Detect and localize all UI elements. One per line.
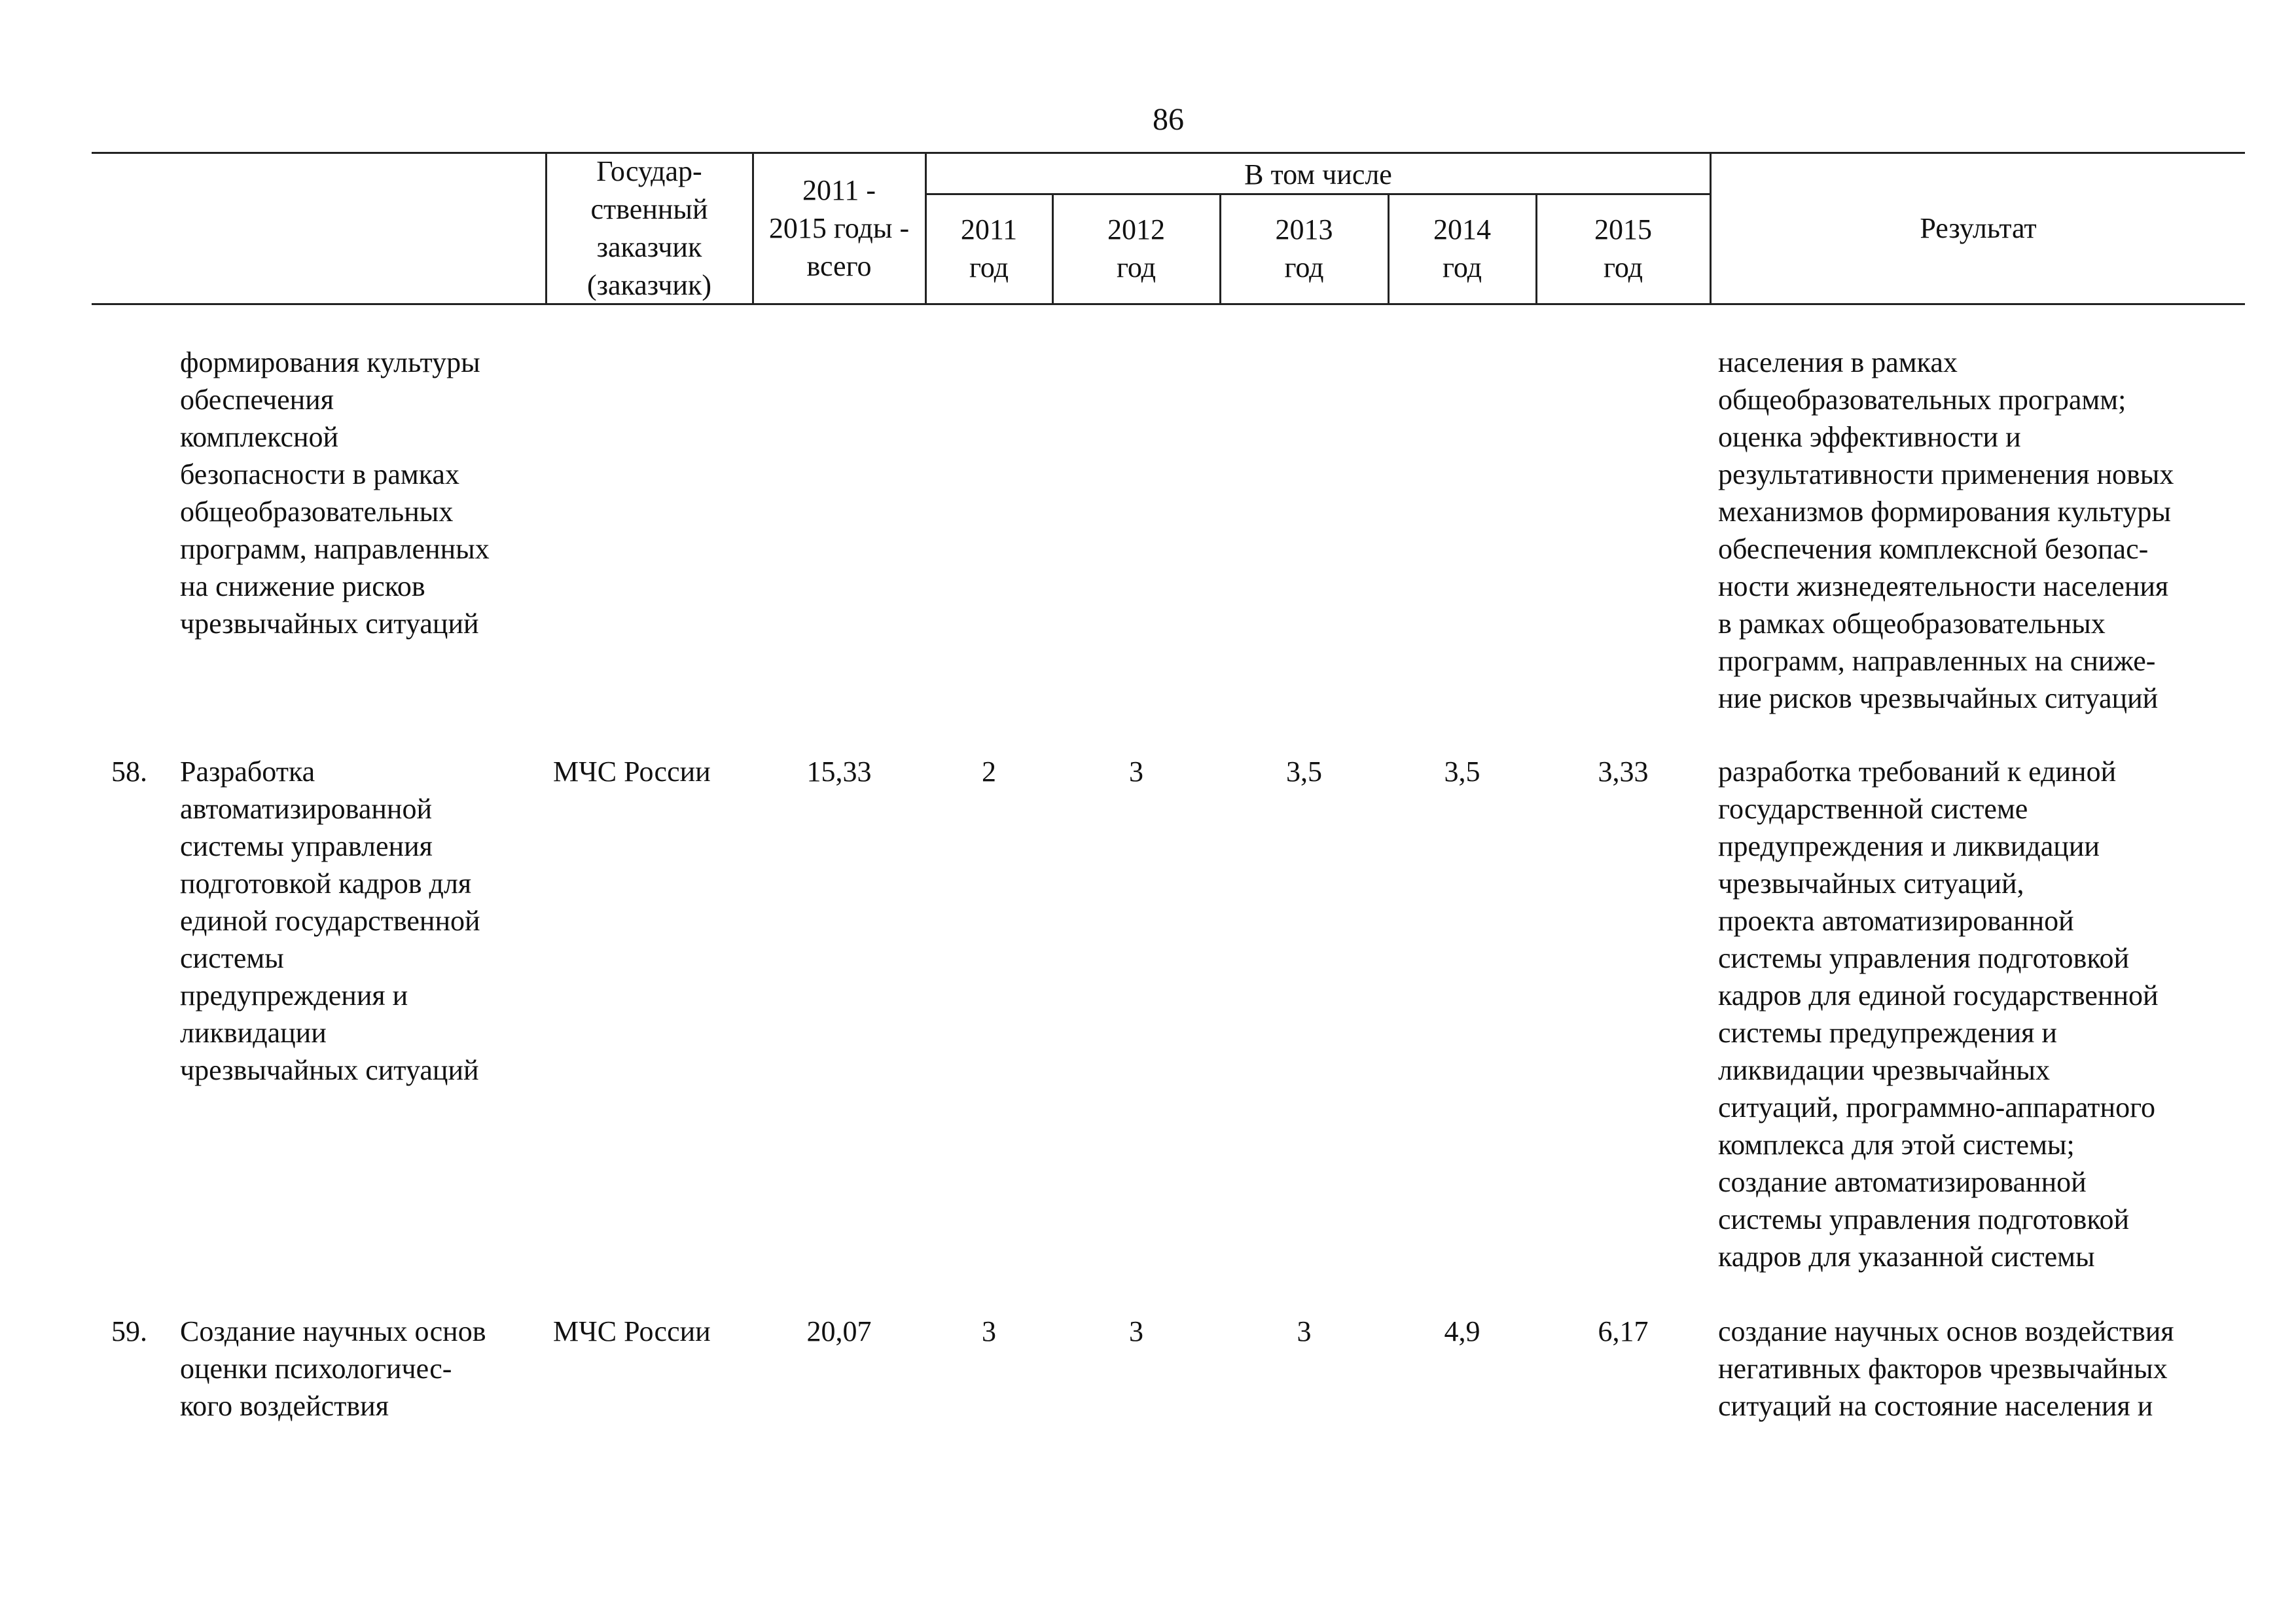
row-result: разработка требований к единой государственной системе предупреждения и ликвидации чрезвычайных ситуаций, проекта автоматизированной системы управления подготовкой кадров для единой государственной системы предупреждения и ликвидации чрезвычайных ситуаций, программно-аппаратного комплекса для этой системы; создание автоматизированной системы управления подготовкой кадров для указанной системы xyxy=(1718,756,2159,1273)
header-year-2011: 2011 год xyxy=(960,213,1018,283)
row-customer: МЧС России xyxy=(553,756,711,788)
row-value-2011: 2 xyxy=(982,756,996,788)
row-value-2013: 3 xyxy=(1297,1315,1312,1347)
header-year-2012: 2012 год xyxy=(1107,213,1165,283)
page-number: 86 xyxy=(1153,102,1184,137)
row-value-2013: 3,5 xyxy=(1286,756,1322,788)
row-value-2014: 3,5 xyxy=(1444,756,1480,788)
row-name: формирования культуры обеспечения комплексной безопасности в рамках общеобразовательных программ, направленных на снижение рисков чрезвычайных ситуаций xyxy=(180,346,490,640)
header-result: Результат xyxy=(1920,212,2037,244)
row-result: населения в рамках общеобразовательных программ; оценка эффективности и результативности применения новых механизмов формирования культуры обеспечения комплексной безопас- ности жизнедеятельности населения в рамках общеобразовательных программ, направленных на сниже- ние рисков чрезвычайных ситуаций xyxy=(1718,346,2174,714)
header-top-rule xyxy=(92,152,2245,154)
row-name: Создание научных основ оценки психологичес- кого воздействия xyxy=(180,1315,486,1422)
row-name: Разработка автоматизированной системы управления подготовкой кадров для единой государственной системы предупреждения и ликвидации чрезвычайных ситуаций xyxy=(180,756,480,1086)
row-customer: МЧС России xyxy=(553,1315,711,1347)
header-including: В том числе xyxy=(1244,158,1392,191)
header-total: 2011 - 2015 годы - всего xyxy=(768,174,910,282)
row-value-2015: 3,33 xyxy=(1598,756,1649,788)
row-number: 58. xyxy=(111,756,147,788)
row-result: создание научных основ воздействия негативных факторов чрезвычайных ситуаций на состояние населения и xyxy=(1718,1315,2174,1422)
row-value-2012: 3 xyxy=(1129,756,1143,788)
row-value-2011: 3 xyxy=(982,1315,996,1347)
row-value-2014: 4,9 xyxy=(1444,1315,1480,1347)
row-value-2012: 3 xyxy=(1129,1315,1143,1347)
header-customer: Государ- ственный заказчик (заказчик) xyxy=(586,155,711,301)
row-total: 15,33 xyxy=(806,756,872,788)
header-year-2013: 2013 год xyxy=(1275,213,1333,283)
header-year-2015: 2015 год xyxy=(1594,213,1652,283)
row-value-2015: 6,17 xyxy=(1598,1315,1649,1347)
header-bottom-rule xyxy=(92,303,2245,305)
row-number: 59. xyxy=(111,1315,147,1347)
row-total: 20,07 xyxy=(806,1315,872,1347)
header-year-2014: 2014 год xyxy=(1433,213,1491,283)
